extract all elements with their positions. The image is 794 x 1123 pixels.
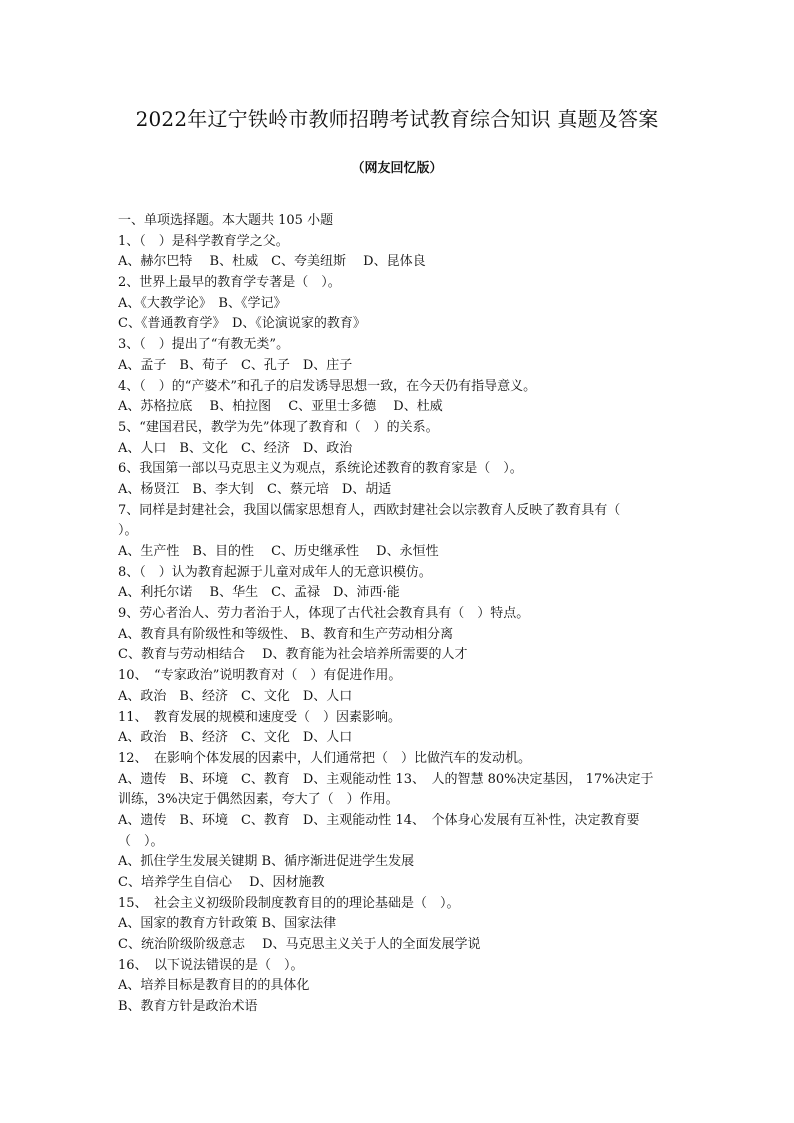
text-line: A、人口 B、文化 C、经济 D、政治 xyxy=(118,440,353,456)
text-line: 16、 以下说法错误的是（ ）。 xyxy=(118,957,304,973)
text-line: （ ）。 xyxy=(118,833,164,849)
text-line: 5、“建国君民，教学为先”体现了教育和（ ）的关系。 xyxy=(118,419,439,435)
document-title: 2022年辽宁铁岭市教师招聘考试教育综合知识 真题及答案 xyxy=(135,107,659,131)
text-line: A、《大教学论》 B、《学记》 xyxy=(118,295,287,311)
text-line: A、苏格拉底 B、柏拉图 C、亚里士多德 D、杜威 xyxy=(118,399,443,415)
text-line: A、教育具有阶级性和等级性、 B、教育和生产劳动相分离 xyxy=(118,626,454,642)
text-line: 2、世界上最早的教育学专著是（ ）。 xyxy=(118,275,341,291)
text-line: A、培养目标是教育目的的具体化 xyxy=(118,978,310,994)
text-line: 12、 在影响个体发展的因素中，人们通常把（ ）比做汽车的发动机。 xyxy=(118,750,532,766)
text-line: A、国家的教育方针政策 B、国家法律 xyxy=(118,916,337,932)
text-line: ）。 xyxy=(118,523,138,539)
text-line: C、教育与劳动相结合 D、教育能为社会培养所需要的人才 xyxy=(118,647,468,663)
text-line: A、赫尔巴特 B、杜威 C、夸美纽斯 D、昆体良 xyxy=(118,254,426,270)
text-line: A、生产性 B、目的性 C、历史继承性 D、永恒性 xyxy=(118,544,439,559)
text-line: 1、（ ）是科学教育学之父。 xyxy=(118,233,289,249)
text-line: 10、 “专家政治”说明教育对（ ）有促进作用。 xyxy=(118,668,402,684)
text-line: A、遗传 B、环境 C、教育 D、主观能动性 13、 人的智慧 80%决定基因， 17%决定于 xyxy=(118,771,654,787)
text-line: C、培养学生自信心 D、因材施教 xyxy=(118,875,325,890)
text-line: 7、同样是封建社会，我国以儒家思想育人，西欧封建社会以宗教育人反映了教育具有（ xyxy=(118,502,621,518)
text-line: A、利托尔诺 B、华生 C、孟禄 D、沛西·能 xyxy=(118,585,400,601)
text-line: A、抓住学生发展关键期 B、循序渐进促进学生发展 xyxy=(118,854,415,870)
text-line: 训练，3%决定于偶然因素，夸大了（ ）作用。 xyxy=(118,792,399,808)
text-line: C、《普通教育学》 D、《论演说家的教育》 xyxy=(118,316,366,332)
text-line: 9、劳心者治人、劳力者治于人，体现了古代社会教育具有（ ）特点。 xyxy=(118,606,530,622)
text-line: B、教育方针是政治术语 xyxy=(118,999,258,1015)
text-line: 6、我国第一部以马克思主义为观点，系统论述教育的教育家是（ ）。 xyxy=(118,461,523,477)
text-line: 11、 教育发展的规模和速度受（ ）因素影响。 xyxy=(118,709,402,725)
text-line: A、杨贤江 B、李大钊 C、蔡元培 D、胡适 xyxy=(118,481,392,497)
text-line: A、遗传 B、环境 C、教育 D、主观能动性 14、 个体身心发展有互补性，决定教育要 xyxy=(118,812,640,828)
text-line: 3、（ ）提出了“有教无类”。 xyxy=(118,337,290,353)
text-line: 15、 社会主义初级阶段制度教育目的的理论基础是（ ）。 xyxy=(118,895,460,911)
text-line: A、孟子 B、荀子 C、孔子 D、庄子 xyxy=(118,357,353,373)
text-line: C、统治阶级阶级意志 D、马克思主义关于人的全面发展学说 xyxy=(118,937,481,953)
document-subtitle: （网友回忆版） xyxy=(351,161,443,176)
document-body xyxy=(118,211,684,1018)
text-line: A、政治 B、经济 C、文化 D、人口 xyxy=(118,730,353,746)
text-line: A、政治 B、经济 C、文化 D、人口 xyxy=(118,688,353,704)
text-line: 4、（ ）的“产婆术”和孔子的启发诱导思想一致，在今天仍有指导意义。 xyxy=(118,378,537,394)
text-line: 一、单项选择题。本大题共 105 小题 xyxy=(118,213,334,228)
text-line: 8、（ ）认为教育起源于儿童对成年人的无意识模仿。 xyxy=(118,564,432,580)
